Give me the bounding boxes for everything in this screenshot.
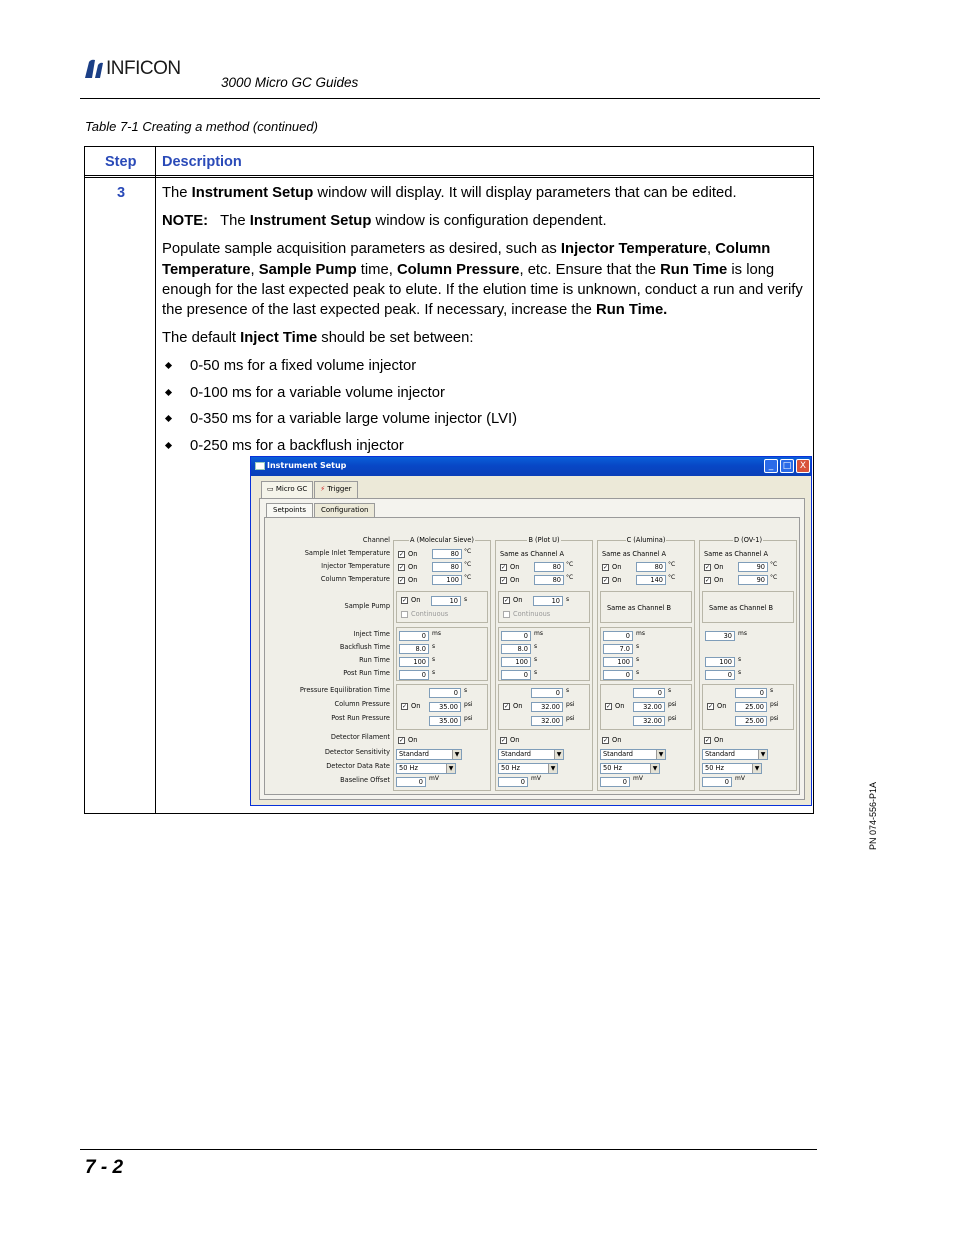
- label-backflush-time: Backflush Time: [339, 643, 390, 651]
- note: NOTE: The Instrument Setup window is configuration dependent.: [162, 213, 607, 230]
- list-item: 0-100 ms for a variable volume injector: [162, 383, 810, 403]
- continuous-label: Continuous: [513, 610, 551, 618]
- column-on-checkbox[interactable]: ✓: [501, 577, 507, 584]
- label-detector-sensitivity: Detector Sensitivity: [324, 748, 390, 756]
- on-label: On: [408, 736, 418, 744]
- unit-s: s: [566, 687, 570, 694]
- column-on-checkbox[interactable]: ✓: [603, 577, 609, 584]
- guide-title: 3000 Micro GC Guides: [221, 75, 359, 90]
- chevron-down-icon: ▼: [656, 750, 665, 759]
- label-inject-time: Inject Time: [353, 630, 390, 638]
- sensitivity-select[interactable]: Standard ▼: [702, 749, 768, 760]
- pressure-on-checkbox[interactable]: ✓: [606, 703, 612, 710]
- inject-time-field[interactable]: 0: [501, 631, 531, 641]
- unit-psi: psi: [668, 701, 677, 708]
- backflush-time-field[interactable]: 8.0: [399, 644, 429, 654]
- on-label: On: [408, 576, 418, 584]
- on-label: On: [408, 563, 418, 571]
- window-icon: [255, 462, 265, 470]
- on-label: On: [714, 736, 724, 744]
- pressure-on-checkbox[interactable]: ✓: [504, 703, 510, 710]
- column-on-checkbox[interactable]: ✓: [705, 577, 711, 584]
- pump-on-checkbox[interactable]: ✓: [402, 597, 408, 604]
- unit-c: °C: [668, 561, 676, 568]
- baseline-offset-field[interactable]: 0: [600, 777, 630, 787]
- header-step: Step: [105, 154, 137, 170]
- injector-on-checkbox[interactable]: ✓: [705, 564, 711, 571]
- column-temp-field[interactable]: 140: [636, 575, 666, 585]
- dialog-title-bar: [251, 457, 811, 476]
- unit-mv: mV: [735, 775, 745, 782]
- run-time-field[interactable]: 100: [705, 657, 735, 667]
- unit-s: s: [770, 687, 774, 694]
- unit-ms: ms: [432, 630, 441, 637]
- column-temp-field[interactable]: 80: [534, 575, 564, 585]
- label-sample-inlet-temp: Sample Inlet Temperature: [304, 549, 390, 557]
- channel-b-column: [495, 536, 593, 791]
- on-label: On: [714, 563, 724, 571]
- inject-time-field[interactable]: 30: [705, 631, 735, 641]
- on-label: On: [510, 736, 520, 744]
- on-label: On: [615, 702, 625, 710]
- run-time-field[interactable]: 100: [399, 657, 429, 667]
- on-label: On: [612, 563, 622, 571]
- data-rate-select[interactable]: 50 Hz ▼: [702, 763, 762, 774]
- inficon-logo: [82, 58, 181, 80]
- column-temp-field[interactable]: 90: [738, 575, 768, 585]
- unit-psi: psi: [770, 701, 779, 708]
- list-item: 0-350 ms for a variable large volume injector (LVI): [162, 409, 810, 429]
- dialog-title: Instrument Setup: [267, 461, 347, 470]
- sample-pump-group: [498, 591, 590, 623]
- column-pressure-field[interactable]: 32.00: [531, 702, 563, 712]
- backflush-time-field[interactable]: 8.0: [501, 644, 531, 654]
- list-item: 0-250 ms for a backflush injector: [162, 436, 810, 456]
- sample-pump-group: [396, 591, 488, 623]
- injector-temp-field[interactable]: 80: [432, 562, 462, 572]
- bullet-diamond-icon: [165, 415, 172, 422]
- sensitivity-select[interactable]: Standard ▼: [396, 749, 462, 760]
- chevron-down-icon: ▼: [548, 764, 557, 773]
- unit-c: °C: [566, 574, 574, 581]
- unit-psi: psi: [668, 715, 677, 722]
- sample-inlet-on-checkbox[interactable]: ✓: [399, 551, 405, 558]
- micro-gc-panel: [259, 498, 805, 800]
- injector-on-checkbox[interactable]: ✓: [603, 564, 609, 571]
- same-as-label: Same as Channel B: [607, 604, 672, 612]
- timing-group: [498, 627, 590, 681]
- list-item: 0-50 ms for a fixed volume injector: [162, 356, 810, 376]
- label-detector-data-rate: Detector Data Rate: [326, 762, 390, 770]
- on-label: On: [612, 736, 622, 744]
- timing-group: [600, 627, 692, 681]
- header-description: Description: [162, 154, 242, 170]
- pressure-equil-field[interactable]: 0: [531, 688, 563, 698]
- inficon-logo-icon: [82, 58, 104, 80]
- data-rate-select[interactable]: 50 Hz ▼: [396, 763, 456, 774]
- sample-pump-field[interactable]: 10: [431, 596, 461, 606]
- baseline-offset-field[interactable]: 0: [702, 777, 732, 787]
- header-rule: [80, 98, 820, 99]
- pressure-on-checkbox[interactable]: ✓: [402, 703, 408, 710]
- pressure-group: [600, 684, 692, 730]
- close-button[interactable]: X: [796, 459, 810, 473]
- tab-micro-gc[interactable]: ▭ Micro GC: [261, 481, 313, 499]
- instrument-setup-dialog: [250, 456, 812, 806]
- sample-inlet-temp-field[interactable]: 80: [432, 549, 462, 559]
- logo-text: INFICON: [106, 58, 181, 79]
- backflush-time-field[interactable]: 7.0: [603, 644, 633, 654]
- same-as-label: Same as Channel A: [602, 550, 667, 558]
- data-rate-select[interactable]: 50 Hz ▼: [498, 763, 558, 774]
- sample-pump-group: [702, 591, 794, 623]
- post-run-time-field[interactable]: 0: [705, 670, 735, 680]
- bullet-diamond-icon: [165, 362, 172, 369]
- maximize-button[interactable]: □: [780, 459, 794, 473]
- post-run-pressure-field[interactable]: 32.00: [633, 716, 665, 726]
- same-as-label: Same as Channel A: [500, 550, 565, 558]
- paragraph-intro: The Instrument Setup window will display. It will display parameters that can be edited.: [162, 185, 737, 201]
- pressure-group: [702, 684, 794, 730]
- on-label: On: [408, 550, 418, 558]
- column-divider: [155, 147, 156, 813]
- unit-s: s: [464, 596, 468, 603]
- tab-configuration[interactable]: Configuration: [314, 503, 375, 518]
- footer-rule: [80, 1149, 817, 1150]
- unit-s: s: [636, 643, 640, 650]
- inject-time-list: [162, 356, 810, 455]
- injector-temp-field[interactable]: 80: [636, 562, 666, 572]
- sub-tabs: [266, 503, 376, 518]
- post-run-pressure-field[interactable]: 32.00: [531, 716, 563, 726]
- injector-on-checkbox[interactable]: ✓: [399, 564, 405, 571]
- continuous-checkbox[interactable]: [401, 611, 408, 618]
- chevron-down-icon: ▼: [752, 764, 761, 773]
- timing-group: [702, 627, 794, 681]
- unit-psi: psi: [566, 701, 575, 708]
- trigger-icon: ⚡: [320, 485, 326, 493]
- pump-on-checkbox[interactable]: ✓: [504, 597, 510, 604]
- on-label: On: [717, 702, 727, 710]
- unit-s: s: [432, 669, 436, 676]
- on-label: On: [411, 702, 421, 710]
- column-pressure-field[interactable]: 32.00: [633, 702, 665, 712]
- label-column-temp: Column Temperature: [320, 575, 390, 583]
- on-label: On: [714, 576, 724, 584]
- label-post-run-pressure: Post Run Pressure: [331, 714, 390, 722]
- column-on-checkbox[interactable]: ✓: [399, 577, 405, 584]
- injector-temp-field[interactable]: 80: [534, 562, 564, 572]
- column-pressure-field[interactable]: 35.00: [429, 702, 461, 712]
- unit-c: °C: [770, 574, 778, 581]
- pressure-group: [498, 684, 590, 730]
- post-run-time-field[interactable]: 0: [603, 670, 633, 680]
- unit-mv: mV: [429, 775, 439, 782]
- injector-temp-field[interactable]: 90: [738, 562, 768, 572]
- baseline-offset-field[interactable]: 0: [498, 777, 528, 787]
- unit-mv: mV: [531, 775, 541, 782]
- pressure-equil-field[interactable]: 0: [633, 688, 665, 698]
- label-detector-filament: Detector Filament: [330, 733, 390, 741]
- unit-c: °C: [566, 561, 574, 568]
- pressure-equil-field[interactable]: 0: [429, 688, 461, 698]
- data-rate-select[interactable]: 50 Hz ▼: [600, 763, 660, 774]
- page-number: 7 - 2: [85, 1157, 124, 1178]
- paragraph-populate: Populate sample acquisition parameters as desired, such as Injector Temperature, Column Temperature, Sample Pump time, Column Pressure, etc. Ensure that the Run Time is long enough for the last expected peak to elute. If the elution time is unknown, conduct a run and verify the presence of the last expected peak. If necessary, increase the Run Time.: [162, 241, 803, 319]
- label-run-time: Run Time: [359, 656, 390, 664]
- tab-trigger[interactable]: ⚡ Trigger: [314, 481, 357, 499]
- run-time-field[interactable]: 100: [501, 657, 531, 667]
- label-column-pressure: Column Pressure: [334, 700, 390, 708]
- continuous-checkbox[interactable]: [503, 611, 510, 618]
- unit-psi: psi: [566, 715, 575, 722]
- pressure-equil-field[interactable]: 0: [735, 688, 767, 698]
- on-label: On: [510, 563, 520, 571]
- unit-s: s: [464, 687, 468, 694]
- same-as-label: Same as Channel A: [704, 550, 769, 558]
- column-pressure-field[interactable]: 25.00: [735, 702, 767, 712]
- channel-d-header: D (OV-1): [733, 536, 763, 544]
- tab-setpoints[interactable]: Setpoints: [266, 503, 313, 518]
- channel-c-header: C (Alumina): [626, 536, 666, 544]
- post-run-pressure-field[interactable]: 35.00: [429, 716, 461, 726]
- unit-s: s: [566, 596, 570, 603]
- post-run-time-field[interactable]: 0: [399, 670, 429, 680]
- on-label: On: [513, 702, 523, 710]
- unit-psi: psi: [464, 701, 473, 708]
- chevron-down-icon: ▼: [650, 764, 659, 773]
- unit-c: °C: [464, 548, 472, 555]
- step-description: [162, 183, 810, 462]
- post-run-time-field[interactable]: 0: [501, 670, 531, 680]
- unit-psi: psi: [770, 715, 779, 722]
- sample-pump-field[interactable]: 10: [533, 596, 563, 606]
- chevron-down-icon: ▼: [554, 750, 563, 759]
- unit-psi: psi: [464, 715, 473, 722]
- run-time-field[interactable]: 100: [603, 657, 633, 667]
- unit-s: s: [636, 656, 640, 663]
- unit-s: s: [432, 656, 436, 663]
- pressure-group: [396, 684, 488, 730]
- part-number: PN 074-556-P1A: [868, 781, 878, 850]
- injector-on-checkbox[interactable]: ✓: [501, 564, 507, 571]
- setpoints-panel: [264, 517, 800, 795]
- baseline-offset-field[interactable]: 0: [396, 777, 426, 787]
- unit-s: s: [668, 687, 672, 694]
- unit-s: s: [534, 656, 538, 663]
- chevron-down-icon: ▼: [452, 750, 461, 759]
- filament-on-checkbox[interactable]: ✓: [705, 737, 711, 744]
- channel-a-column: [393, 536, 491, 791]
- unit-c: °C: [464, 574, 472, 581]
- unit-s: s: [738, 669, 742, 676]
- bullet-diamond-icon: [165, 389, 172, 396]
- on-label: On: [612, 576, 622, 584]
- unit-mv: mV: [633, 775, 643, 782]
- filament-on-checkbox[interactable]: ✓: [603, 737, 609, 744]
- filament-on-checkbox[interactable]: ✓: [399, 737, 405, 744]
- same-as-label: Same as Channel B: [709, 604, 774, 612]
- label-sample-pump: Sample Pump: [344, 602, 390, 610]
- unit-s: s: [738, 656, 742, 663]
- step-number: 3: [117, 185, 126, 201]
- label-injector-temp: Injector Temperature: [321, 562, 390, 570]
- paragraph-inject-time: The default Inject Time should be set between:: [162, 330, 474, 347]
- table-caption: Table 7-1 Creating a method (continued): [85, 119, 318, 134]
- sensitivity-select[interactable]: Standard ▼: [600, 749, 666, 760]
- channel-b-header: B (Plot U): [528, 536, 560, 544]
- unit-s: s: [534, 643, 538, 650]
- unit-s: s: [432, 643, 436, 650]
- inject-time-field[interactable]: 0: [399, 631, 429, 641]
- unit-ms: ms: [738, 630, 747, 637]
- channel-c-column: [597, 536, 695, 791]
- on-label: On: [411, 596, 421, 604]
- unit-c: °C: [668, 574, 676, 581]
- sensitivity-select[interactable]: Standard ▼: [498, 749, 564, 760]
- pressure-on-checkbox[interactable]: ✓: [708, 703, 714, 710]
- main-tabs: [261, 481, 359, 499]
- unit-c: °C: [464, 561, 472, 568]
- sample-pump-group: [600, 591, 692, 623]
- on-label: On: [513, 596, 523, 604]
- label-channel: Channel: [362, 536, 390, 544]
- post-run-pressure-field[interactable]: 25.00: [735, 716, 767, 726]
- label-baseline-offset: Baseline Offset: [340, 776, 390, 784]
- column-temp-field[interactable]: 100: [432, 575, 462, 585]
- unit-s: s: [534, 669, 538, 676]
- filament-on-checkbox[interactable]: ✓: [501, 737, 507, 744]
- on-label: On: [510, 576, 520, 584]
- unit-c: °C: [770, 561, 778, 568]
- inject-time-field[interactable]: 0: [603, 631, 633, 641]
- unit-ms: ms: [534, 630, 543, 637]
- minimize-button[interactable]: _: [764, 459, 778, 473]
- channel-d-column: [699, 536, 797, 791]
- chevron-down-icon: ▼: [446, 764, 455, 773]
- unit-ms: ms: [636, 630, 645, 637]
- bullet-diamond-icon: [165, 442, 172, 449]
- label-pressure-equil-time: Pressure Equilibration Time: [299, 686, 390, 694]
- continuous-label: Continuous: [411, 610, 449, 618]
- channel-a-header: A (Molecular Sieve): [410, 536, 474, 544]
- dialog-body: [257, 481, 807, 803]
- label-post-run-time: Post Run Time: [343, 669, 390, 677]
- chevron-down-icon: ▼: [758, 750, 767, 759]
- timing-group: [396, 627, 488, 681]
- unit-s: s: [636, 669, 640, 676]
